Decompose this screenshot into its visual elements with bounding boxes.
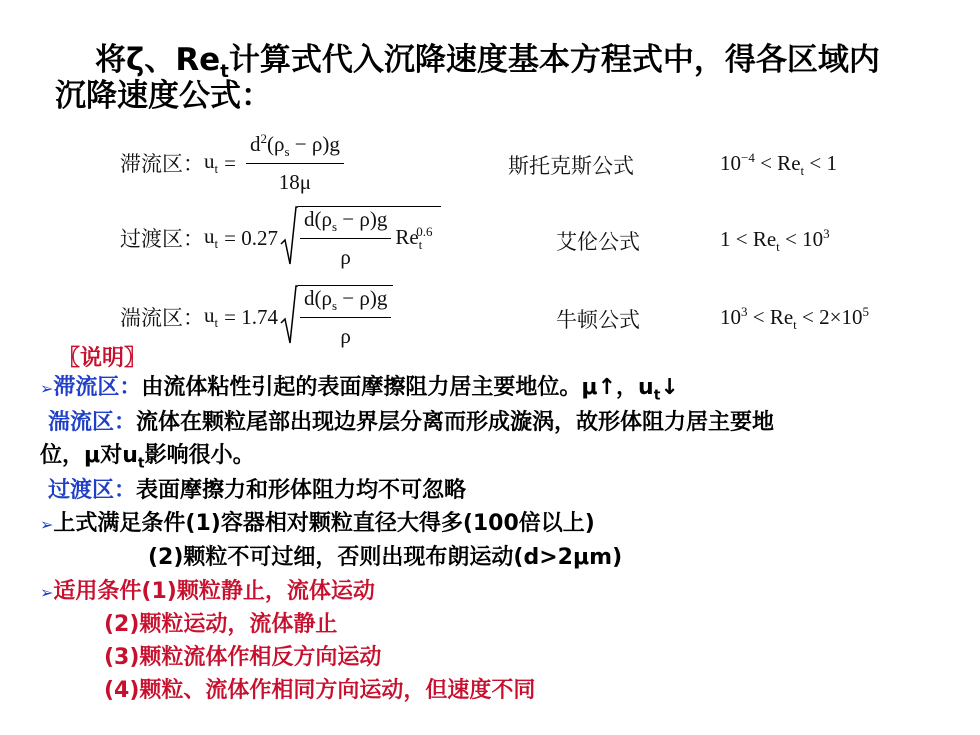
bullet-arrow-icon: ➢ — [40, 583, 54, 602]
formula-name-newton: 牛顿公式 — [556, 308, 640, 332]
note-conditions-2: (2)颗粒不可过细，否则出现布朗运动(d>2μm) — [148, 545, 623, 570]
formula-label: 湍流区： — [120, 306, 204, 330]
formula-eq: = 0.27 — [224, 225, 278, 250]
note-conditions-1: ➢上式满足条件(1)容器相对颗粒直径大得多(100倍以上) — [40, 511, 595, 536]
formula-eq: = — [224, 150, 236, 175]
note-tuanliu-cont: 位，μ对$u_t$影响很小。 — [40, 443, 255, 472]
bullet-arrow-icon: ➢ — [40, 379, 54, 398]
note-apply-2: (2)颗粒运动，流体静止 — [104, 612, 338, 637]
sqrt-radical: $\frac{d(\rho_s - \rho)g}{\rho}$ — [280, 285, 393, 348]
formula-allen — [120, 206, 441, 270]
formula-newton — [120, 285, 393, 349]
sqrt-icon — [280, 206, 298, 266]
note-apply-1: ➢适用条件(1)颗粒静止，流体运动 — [40, 579, 375, 604]
slide-title-line1: 将ζ、$Re_t$计算式代入沉降速度基本方程式中，得各区域内 — [95, 42, 880, 83]
notes-header: 〖说明〗 — [58, 346, 147, 371]
formula-lhs: $u_t$ — [204, 302, 219, 331]
sqrt-radical: $\frac{d(\rho_s - \rho)g}{\rho}$ $Re_t^{0.6}$ — [280, 206, 441, 269]
formula-label: 滞流区： — [120, 152, 204, 176]
formula-condition-allen: $1 < Re_t < 10^3$ — [720, 226, 830, 255]
formula-lhs: $u_t$ — [204, 223, 219, 252]
slide-title-line2: 沉降速度公式： — [55, 78, 272, 114]
formula-eq: = 1.74 — [224, 304, 278, 329]
formula-name-stokes: 斯托克斯公式 — [508, 154, 634, 178]
note-apply-4: (4)颗粒、流体作相同方向运动，但速度不同 — [104, 678, 536, 703]
note-zhiliu: ➢滞流区：由流体粘性引起的表面摩擦阻力居主要地位。μ↑，$u_t↓$ — [40, 375, 679, 404]
formula-stokes — [120, 133, 348, 193]
note-guodu: 过渡区：表面摩擦力和形体阻力均不可忽略 — [48, 478, 467, 503]
note-tuanliu: 湍流区：流体在颗粒尾部出现边界层分离而形成漩涡，故形体阻力居主要地 — [48, 410, 775, 435]
bullet-arrow-icon: ➢ — [40, 515, 54, 534]
formula-name-allen: 艾伦公式 — [556, 230, 640, 254]
formula-lhs: $u_t$ — [204, 148, 219, 177]
sqrt-icon — [280, 285, 298, 345]
formula-label: 过渡区： — [120, 227, 204, 251]
formula-condition-newton: $10^3 < Re_t < 2\times 10^5$ — [720, 304, 869, 333]
formula-fraction: $\frac{d^2(\rho_s - \rho)g}{18\mu}$ — [246, 131, 344, 194]
formula-condition-stokes: $10^{-4} < Re_t < 1$ — [720, 150, 837, 179]
note-apply-3: (3)颗粒流体作相反方向运动 — [104, 645, 382, 670]
